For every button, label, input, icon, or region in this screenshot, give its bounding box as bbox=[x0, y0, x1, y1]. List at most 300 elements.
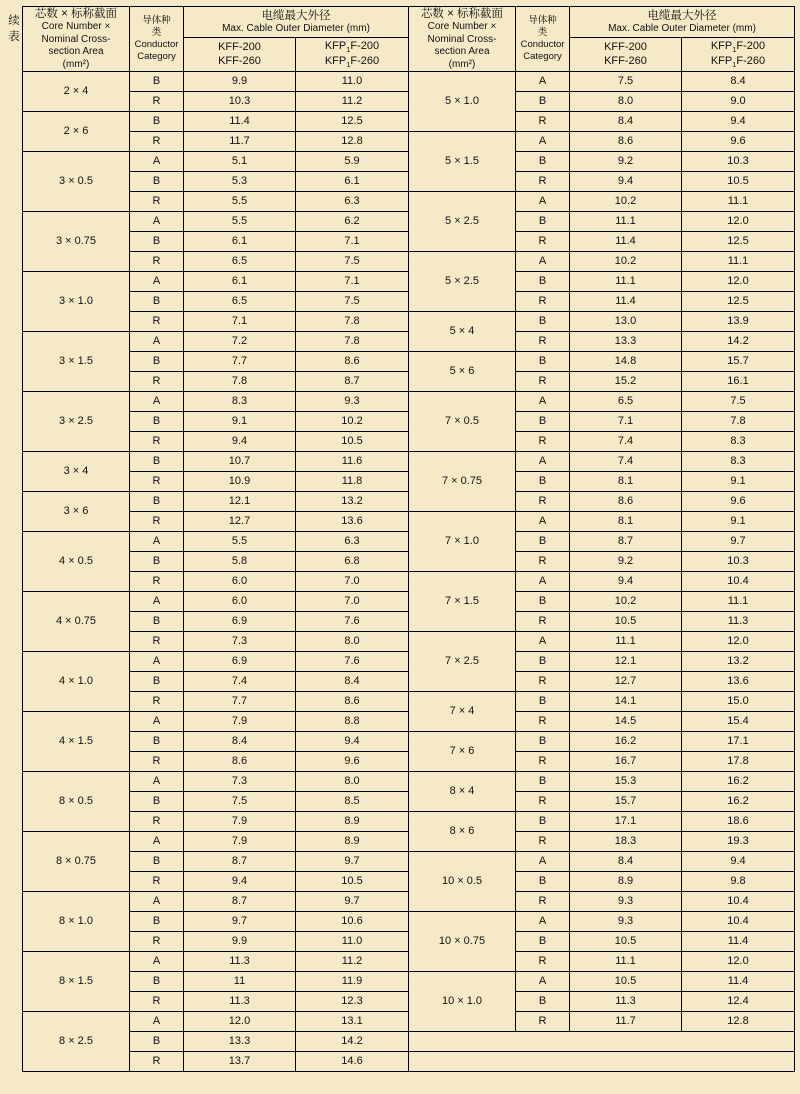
category-cell-right: R bbox=[516, 792, 570, 812]
category-cell-left: B bbox=[130, 172, 184, 192]
table-row bbox=[23, 72, 795, 92]
spec-cell-right: 8 × 6 bbox=[409, 812, 516, 852]
diameter-kff-cell-left: 5.5 bbox=[184, 212, 296, 232]
diameter-kfp1f-cell-left: 7.6 bbox=[296, 612, 409, 632]
category-cell-right: R bbox=[516, 292, 570, 312]
category-cell-left: R bbox=[130, 692, 184, 712]
header-spec-left-unit: (mm²) bbox=[62, 58, 90, 70]
continued-marker bbox=[6, 14, 22, 45]
diameter-kfp1f-cell-left: 10.6 bbox=[296, 912, 409, 932]
diameter-kff-cell-left: 7.7 bbox=[184, 692, 296, 712]
diameter-kfp1f-cell-right: 9.6 bbox=[682, 492, 795, 512]
table-row bbox=[23, 1032, 795, 1052]
category-cell-right: A bbox=[516, 252, 570, 272]
header-kfp1f-left-l2: $KFP_1F-260$ bbox=[324, 54, 380, 70]
diameter-kff-cell-left: 7.1 bbox=[184, 312, 296, 332]
diameter-kfp1f-cell-left: 6.3 bbox=[296, 532, 409, 552]
category-cell-right: B bbox=[516, 412, 570, 432]
category-cell-left: A bbox=[130, 712, 184, 732]
diameter-kff-cell-right: 10.2 bbox=[570, 592, 682, 612]
diameter-kfp1f-cell-left: 8.8 bbox=[296, 712, 409, 732]
diameter-kff-cell-right: 9.4 bbox=[570, 572, 682, 592]
continued-char-2: 表 bbox=[8, 30, 20, 43]
category-cell-right: R bbox=[516, 112, 570, 132]
diameter-kfp1f-cell-left: 6.2 bbox=[296, 212, 409, 232]
diameter-kfp1f-cell-right: 16.2 bbox=[682, 772, 795, 792]
header-spec-left-en2: Nominal Cross- bbox=[41, 33, 111, 45]
header-spec-left-cn: 芯数 × 标称截面 bbox=[34, 8, 118, 20]
category-cell-right: R bbox=[516, 492, 570, 512]
spec-cell-right: 7 × 0.75 bbox=[409, 452, 516, 512]
diameter-kfp1f-cell-left: 7.0 bbox=[296, 572, 409, 592]
diameter-kff-cell-left: 12.0 bbox=[184, 1012, 296, 1032]
header-spec-right-en2: Nominal Cross- bbox=[427, 33, 497, 45]
header-spec-right-unit: (mm²) bbox=[448, 58, 476, 70]
diameter-kff-cell-right: 11.1 bbox=[570, 952, 682, 972]
header-spec-right-en1: Core Number × bbox=[427, 21, 497, 33]
diameter-kff-cell-left: 8.4 bbox=[184, 732, 296, 752]
diameter-kff-cell-left: 13.3 bbox=[184, 1032, 296, 1052]
category-cell-right: B bbox=[516, 532, 570, 552]
category-cell-right: B bbox=[516, 872, 570, 892]
header-category-right-cn2: 类 bbox=[537, 27, 548, 39]
category-cell-left: R bbox=[130, 512, 184, 532]
header-kfp1f-right bbox=[682, 38, 795, 72]
diameter-kff-cell-left: 5.3 bbox=[184, 172, 296, 192]
diameter-kfp1f-cell-left: 7.0 bbox=[296, 592, 409, 612]
table-row bbox=[23, 132, 795, 152]
diameter-kfp1f-cell-left: 7.1 bbox=[296, 232, 409, 252]
diameter-kfp1f-cell-left: 5.9 bbox=[296, 152, 409, 172]
spec-cell-left: 3 × 2.5 bbox=[23, 392, 130, 452]
table-row bbox=[23, 812, 795, 832]
diameter-kff-cell-left: 7.5 bbox=[184, 792, 296, 812]
spec-cell-left: 3 × 0.75 bbox=[23, 212, 130, 272]
spec-cell-left: 2 × 6 bbox=[23, 112, 130, 152]
diameter-kfp1f-cell-right: 19.3 bbox=[682, 832, 795, 852]
table-row bbox=[23, 852, 795, 872]
diameter-kfp1f-cell-left: 9.7 bbox=[296, 892, 409, 912]
diameter-kfp1f-cell-left: 13.1 bbox=[296, 1012, 409, 1032]
category-cell-left: R bbox=[130, 632, 184, 652]
diameter-kfp1f-cell-right: 18.6 bbox=[682, 812, 795, 832]
spec-cell-left: 4 × 0.5 bbox=[23, 532, 130, 592]
category-cell-right: B bbox=[516, 312, 570, 332]
diameter-kff-cell-right: 13.0 bbox=[570, 312, 682, 332]
category-cell-left: B bbox=[130, 232, 184, 252]
category-cell-left: B bbox=[130, 72, 184, 92]
table-body bbox=[23, 72, 795, 1072]
table-header bbox=[23, 7, 795, 72]
spec-cell-left: 4 × 0.75 bbox=[23, 592, 130, 652]
diameter-kfp1f-cell-right: 15.7 bbox=[682, 352, 795, 372]
header-spec-left bbox=[23, 7, 130, 72]
category-cell-left: A bbox=[130, 212, 184, 232]
header-kff-left bbox=[184, 38, 296, 72]
header-diameter-right-cn: 电缆最大外径 bbox=[647, 9, 717, 22]
header-spec-right-en3: section Area bbox=[434, 46, 490, 58]
category-cell-right: A bbox=[516, 452, 570, 472]
diameter-kff-cell-right: 10.5 bbox=[570, 972, 682, 992]
category-cell-right: B bbox=[516, 992, 570, 1012]
diameter-kff-cell-left: 7.7 bbox=[184, 352, 296, 372]
spec-cell-left: 3 × 1.5 bbox=[23, 332, 130, 392]
category-cell-right: R bbox=[516, 752, 570, 772]
diameter-kff-cell-right: 11.1 bbox=[570, 212, 682, 232]
diameter-kff-cell-right: 8.9 bbox=[570, 872, 682, 892]
diameter-kfp1f-cell-left: 12.3 bbox=[296, 992, 409, 1012]
header-kfp1f-left-l1: $KFP_1F-200$ bbox=[324, 40, 380, 55]
spec-cell-left: 3 × 6 bbox=[23, 492, 130, 532]
diameter-kfp1f-cell-right: 17.8 bbox=[682, 752, 795, 772]
category-cell-left: B bbox=[130, 292, 184, 312]
diameter-kfp1f-cell-right: 11.1 bbox=[682, 192, 795, 212]
category-cell-left: B bbox=[130, 352, 184, 372]
category-cell-right: R bbox=[516, 672, 570, 692]
diameter-kff-cell-left: 6.9 bbox=[184, 652, 296, 672]
diameter-kff-cell-left: 6.1 bbox=[184, 272, 296, 292]
category-cell-left: B bbox=[130, 972, 184, 992]
header-kfp1f-right-l2: $KFP_1F-260$ bbox=[710, 54, 766, 70]
category-cell-left: A bbox=[130, 272, 184, 292]
header-category-right-cn1: 导体种 bbox=[528, 15, 557, 27]
category-cell-left: R bbox=[130, 812, 184, 832]
diameter-kff-cell-right: 16.2 bbox=[570, 732, 682, 752]
diameter-kfp1f-cell-left: 8.6 bbox=[296, 352, 409, 372]
spec-cell-left: 8 × 0.75 bbox=[23, 832, 130, 892]
category-cell-left: R bbox=[130, 572, 184, 592]
diameter-kff-cell-left: 6.1 bbox=[184, 232, 296, 252]
spec-cell-left: 3 × 1.0 bbox=[23, 272, 130, 332]
diameter-kff-cell-right: 12.7 bbox=[570, 672, 682, 692]
category-cell-left: B bbox=[130, 672, 184, 692]
category-cell-right: R bbox=[516, 832, 570, 852]
diameter-kfp1f-cell-right: 9.1 bbox=[682, 512, 795, 532]
category-cell-right: B bbox=[516, 592, 570, 612]
diameter-kff-cell-right: 8.6 bbox=[570, 132, 682, 152]
category-cell-right: B bbox=[516, 352, 570, 372]
diameter-kff-cell-left: 12.7 bbox=[184, 512, 296, 532]
spec-cell-right: 5 × 2.5 bbox=[409, 252, 516, 312]
diameter-kfp1f-cell-right: 10.4 bbox=[682, 892, 795, 912]
diameter-kff-cell-left: 6.9 bbox=[184, 612, 296, 632]
spec-cell-right: 5 × 1.0 bbox=[409, 72, 516, 132]
category-cell-left: A bbox=[130, 332, 184, 352]
category-cell-right: R bbox=[516, 432, 570, 452]
table-row bbox=[23, 352, 795, 372]
spec-cell-right: 5 × 4 bbox=[409, 312, 516, 352]
diameter-kff-cell-left: 7.9 bbox=[184, 812, 296, 832]
diameter-kfp1f-cell-right: 14.2 bbox=[682, 332, 795, 352]
spec-cell-left: 3 × 0.5 bbox=[23, 152, 130, 212]
diameter-kff-cell-right: 9.3 bbox=[570, 912, 682, 932]
diameter-kfp1f-cell-right: 9.1 bbox=[682, 472, 795, 492]
category-cell-right: B bbox=[516, 152, 570, 172]
spec-cell-right: 5 × 2.5 bbox=[409, 192, 516, 252]
header-spec-right bbox=[409, 7, 516, 72]
diameter-kfp1f-cell-left: 11.2 bbox=[296, 952, 409, 972]
diameter-kff-cell-left: 11 bbox=[184, 972, 296, 992]
diameter-kfp1f-cell-right: 7.8 bbox=[682, 412, 795, 432]
spec-cell-right: 7 × 0.5 bbox=[409, 392, 516, 452]
diameter-kff-cell-left: 7.2 bbox=[184, 332, 296, 352]
spec-cell-left: 3 × 4 bbox=[23, 452, 130, 492]
category-cell-left: R bbox=[130, 872, 184, 892]
diameter-kfp1f-cell-right: 16.1 bbox=[682, 372, 795, 392]
diameter-kff-cell-left: 6.0 bbox=[184, 572, 296, 592]
category-cell-right: B bbox=[516, 272, 570, 292]
diameter-kff-cell-right: 10.5 bbox=[570, 612, 682, 632]
header-kff-right bbox=[570, 38, 682, 72]
diameter-kff-cell-right: 10.2 bbox=[570, 192, 682, 212]
category-cell-left: A bbox=[130, 532, 184, 552]
empty-cell-right bbox=[409, 1032, 795, 1052]
diameter-kff-cell-right: 18.3 bbox=[570, 832, 682, 852]
category-cell-left: B bbox=[130, 912, 184, 932]
table-row bbox=[23, 972, 795, 992]
category-cell-right: A bbox=[516, 132, 570, 152]
header-diameter-left bbox=[184, 7, 409, 38]
spec-cell-right: 10 × 0.75 bbox=[409, 912, 516, 972]
diameter-kfp1f-cell-left: 7.5 bbox=[296, 252, 409, 272]
header-row-1 bbox=[23, 7, 795, 38]
diameter-kfp1f-cell-left: 8.7 bbox=[296, 372, 409, 392]
diameter-kfp1f-cell-right: 10.4 bbox=[682, 912, 795, 932]
diameter-kfp1f-cell-left: 6.3 bbox=[296, 192, 409, 212]
category-cell-left: B bbox=[130, 732, 184, 752]
diameter-kfp1f-cell-left: 14.2 bbox=[296, 1032, 409, 1052]
spec-cell-right: 7 × 6 bbox=[409, 732, 516, 772]
spec-cell-right: 10 × 0.5 bbox=[409, 852, 516, 912]
diameter-kfp1f-cell-left: 6.8 bbox=[296, 552, 409, 572]
header-spec-left-en3: section Area bbox=[48, 46, 104, 58]
category-cell-right: B bbox=[516, 732, 570, 752]
table-row bbox=[23, 192, 795, 212]
diameter-kff-cell-left: 7.4 bbox=[184, 672, 296, 692]
diameter-kfp1f-cell-right: 15.4 bbox=[682, 712, 795, 732]
header-category-left bbox=[130, 7, 184, 72]
category-cell-left: R bbox=[130, 192, 184, 212]
diameter-kfp1f-cell-right: 12.4 bbox=[682, 992, 795, 1012]
category-cell-left: A bbox=[130, 952, 184, 972]
category-cell-left: B bbox=[130, 852, 184, 872]
diameter-kfp1f-cell-right: 8.3 bbox=[682, 452, 795, 472]
diameter-kff-cell-right: 8.1 bbox=[570, 512, 682, 532]
category-cell-right: B bbox=[516, 652, 570, 672]
diameter-kfp1f-cell-left: 12.8 bbox=[296, 132, 409, 152]
diameter-kff-cell-left: 9.9 bbox=[184, 72, 296, 92]
table-row bbox=[23, 252, 795, 272]
diameter-kff-cell-right: 8.4 bbox=[570, 112, 682, 132]
diameter-kff-cell-left: 13.7 bbox=[184, 1052, 296, 1072]
spec-cell-left: 8 × 2.5 bbox=[23, 1012, 130, 1072]
table-row bbox=[23, 572, 795, 592]
diameter-kff-cell-right: 14.1 bbox=[570, 692, 682, 712]
diameter-kfp1f-cell-right: 13.9 bbox=[682, 312, 795, 332]
category-cell-left: A bbox=[130, 592, 184, 612]
header-category-left-en1: Conductor bbox=[134, 39, 179, 51]
diameter-kfp1f-cell-left: 8.0 bbox=[296, 772, 409, 792]
category-cell-right: A bbox=[516, 912, 570, 932]
category-cell-right: B bbox=[516, 212, 570, 232]
spec-cell-left: 8 × 1.5 bbox=[23, 952, 130, 1012]
diameter-kff-cell-right: 15.7 bbox=[570, 792, 682, 812]
diameter-kfp1f-cell-left: 13.6 bbox=[296, 512, 409, 532]
header-category-left-cn1: 导体种 bbox=[142, 15, 171, 27]
category-cell-right: R bbox=[516, 232, 570, 252]
category-cell-right: R bbox=[516, 372, 570, 392]
diameter-kff-cell-left: 6.5 bbox=[184, 292, 296, 312]
diameter-kfp1f-cell-left: 7.8 bbox=[296, 312, 409, 332]
diameter-kfp1f-cell-right: 9.0 bbox=[682, 92, 795, 112]
diameter-kff-cell-left: 9.1 bbox=[184, 412, 296, 432]
diameter-kfp1f-cell-right: 12.0 bbox=[682, 272, 795, 292]
diameter-kff-cell-left: 11.3 bbox=[184, 952, 296, 972]
table-row bbox=[23, 392, 795, 412]
table-row bbox=[23, 912, 795, 932]
diameter-kfp1f-cell-right: 10.3 bbox=[682, 152, 795, 172]
diameter-kfp1f-cell-left: 10.5 bbox=[296, 432, 409, 452]
category-cell-left: B bbox=[130, 1032, 184, 1052]
diameter-kff-cell-right: 15.3 bbox=[570, 772, 682, 792]
diameter-kfp1f-cell-right: 10.4 bbox=[682, 572, 795, 592]
spec-cell-left: 4 × 1.0 bbox=[23, 652, 130, 712]
diameter-kfp1f-cell-left: 9.6 bbox=[296, 752, 409, 772]
header-category-left-cn2: 类 bbox=[151, 27, 162, 39]
header-spec-right-cn: 芯数 × 标称截面 bbox=[420, 8, 504, 20]
table-row bbox=[23, 772, 795, 792]
diameter-kff-cell-right: 14.5 bbox=[570, 712, 682, 732]
category-cell-left: B bbox=[130, 492, 184, 512]
diameter-kfp1f-cell-right: 16.2 bbox=[682, 792, 795, 812]
diameter-kfp1f-cell-left: 8.9 bbox=[296, 832, 409, 852]
category-cell-right: R bbox=[516, 1012, 570, 1032]
header-diameter-left-cn: 电缆最大外径 bbox=[261, 9, 331, 22]
category-cell-left: R bbox=[130, 132, 184, 152]
diameter-kff-cell-left: 7.3 bbox=[184, 772, 296, 792]
category-cell-right: R bbox=[516, 892, 570, 912]
diameter-kff-cell-right: 13.3 bbox=[570, 332, 682, 352]
category-cell-left: A bbox=[130, 652, 184, 672]
header-category-right bbox=[516, 7, 570, 72]
diameter-kff-cell-left: 10.9 bbox=[184, 472, 296, 492]
header-kfp1f-right-l1: $KFP_1F-200$ bbox=[710, 40, 766, 55]
diameter-kfp1f-cell-right: 11.4 bbox=[682, 972, 795, 992]
diameter-kff-cell-left: 9.4 bbox=[184, 872, 296, 892]
header-kff-left-l2: KFF-260 bbox=[218, 54, 261, 67]
diameter-kfp1f-cell-right: 12.0 bbox=[682, 212, 795, 232]
diameter-kff-cell-left: 9.9 bbox=[184, 932, 296, 952]
diameter-kff-cell-right: 7.4 bbox=[570, 452, 682, 472]
diameter-kfp1f-cell-right: 12.0 bbox=[682, 632, 795, 652]
diameter-kfp1f-cell-right: 9.6 bbox=[682, 132, 795, 152]
diameter-kff-cell-right: 10.5 bbox=[570, 932, 682, 952]
diameter-kff-cell-right: 9.2 bbox=[570, 152, 682, 172]
diameter-kff-cell-right: 7.5 bbox=[570, 72, 682, 92]
diameter-kff-cell-left: 5.5 bbox=[184, 532, 296, 552]
diameter-kff-cell-right: 9.3 bbox=[570, 892, 682, 912]
diameter-kff-cell-left: 5.1 bbox=[184, 152, 296, 172]
cable-diameter-table bbox=[22, 6, 795, 1072]
diameter-kff-cell-left: 7.3 bbox=[184, 632, 296, 652]
category-cell-right: R bbox=[516, 172, 570, 192]
diameter-kfp1f-cell-right: 8.3 bbox=[682, 432, 795, 452]
diameter-kfp1f-cell-left: 11.2 bbox=[296, 92, 409, 112]
category-cell-right: A bbox=[516, 572, 570, 592]
diameter-kfp1f-cell-right: 9.7 bbox=[682, 532, 795, 552]
diameter-kfp1f-cell-right: 13.2 bbox=[682, 652, 795, 672]
diameter-kfp1f-cell-right: 15.0 bbox=[682, 692, 795, 712]
category-cell-left: R bbox=[130, 992, 184, 1012]
header-category-left-en2: Category bbox=[137, 51, 176, 63]
header-category-right-en1: Conductor bbox=[520, 39, 565, 51]
diameter-kfp1f-cell-right: 10.5 bbox=[682, 172, 795, 192]
diameter-kfp1f-cell-right: 11.1 bbox=[682, 252, 795, 272]
spec-cell-left: 8 × 1.0 bbox=[23, 892, 130, 952]
diameter-kff-cell-right: 16.7 bbox=[570, 752, 682, 772]
diameter-kff-cell-right: 15.2 bbox=[570, 372, 682, 392]
diameter-kff-cell-left: 5.5 bbox=[184, 192, 296, 212]
diameter-kff-cell-right: 7.1 bbox=[570, 412, 682, 432]
diameter-kfp1f-cell-right: 13.6 bbox=[682, 672, 795, 692]
diameter-kfp1f-cell-right: 11.1 bbox=[682, 592, 795, 612]
header-diameter-right-en: Max. Cable Outer Diameter (mm) bbox=[608, 23, 756, 35]
diameter-kfp1f-cell-left: 9.3 bbox=[296, 392, 409, 412]
diameter-kff-cell-right: 9.2 bbox=[570, 552, 682, 572]
category-cell-right: B bbox=[516, 472, 570, 492]
diameter-kff-cell-left: 8.6 bbox=[184, 752, 296, 772]
category-cell-right: A bbox=[516, 72, 570, 92]
diameter-kff-cell-right: 17.1 bbox=[570, 812, 682, 832]
spec-cell-right: 5 × 1.5 bbox=[409, 132, 516, 192]
continued-char-1: 续 bbox=[8, 15, 20, 27]
category-cell-right: R bbox=[516, 552, 570, 572]
diameter-kff-cell-left: 8.7 bbox=[184, 852, 296, 872]
diameter-kff-cell-right: 11.1 bbox=[570, 272, 682, 292]
category-cell-left: R bbox=[130, 472, 184, 492]
diameter-kff-cell-right: 8.0 bbox=[570, 92, 682, 112]
category-cell-right: B bbox=[516, 812, 570, 832]
category-cell-left: R bbox=[130, 92, 184, 112]
diameter-kfp1f-cell-left: 11.9 bbox=[296, 972, 409, 992]
diameter-kff-cell-right: 11.7 bbox=[570, 1012, 682, 1032]
table-row bbox=[23, 312, 795, 332]
header-kfp1f-left bbox=[296, 38, 409, 72]
table-row bbox=[23, 452, 795, 472]
diameter-kff-cell-right: 9.4 bbox=[570, 172, 682, 192]
category-cell-right: A bbox=[516, 852, 570, 872]
diameter-kff-cell-left: 7.8 bbox=[184, 372, 296, 392]
category-cell-left: A bbox=[130, 772, 184, 792]
diameter-kff-cell-right: 7.4 bbox=[570, 432, 682, 452]
diameter-kff-cell-left: 11.7 bbox=[184, 132, 296, 152]
empty-cell-right bbox=[409, 1052, 795, 1072]
category-cell-left: B bbox=[130, 612, 184, 632]
category-cell-right: B bbox=[516, 92, 570, 112]
category-cell-right: R bbox=[516, 332, 570, 352]
category-cell-left: A bbox=[130, 1012, 184, 1032]
diameter-kfp1f-cell-right: 9.4 bbox=[682, 112, 795, 132]
category-cell-left: A bbox=[130, 392, 184, 412]
header-kff-left-l1: KFF-200 bbox=[218, 41, 261, 54]
diameter-kfp1f-cell-right: 12.5 bbox=[682, 232, 795, 252]
diameter-kff-cell-right: 10.2 bbox=[570, 252, 682, 272]
diameter-kfp1f-cell-left: 7.8 bbox=[296, 332, 409, 352]
category-cell-right: R bbox=[516, 612, 570, 632]
category-cell-right: A bbox=[516, 972, 570, 992]
header-kff-right-l2: KFF-260 bbox=[604, 54, 647, 67]
header-diameter-right bbox=[570, 7, 795, 38]
